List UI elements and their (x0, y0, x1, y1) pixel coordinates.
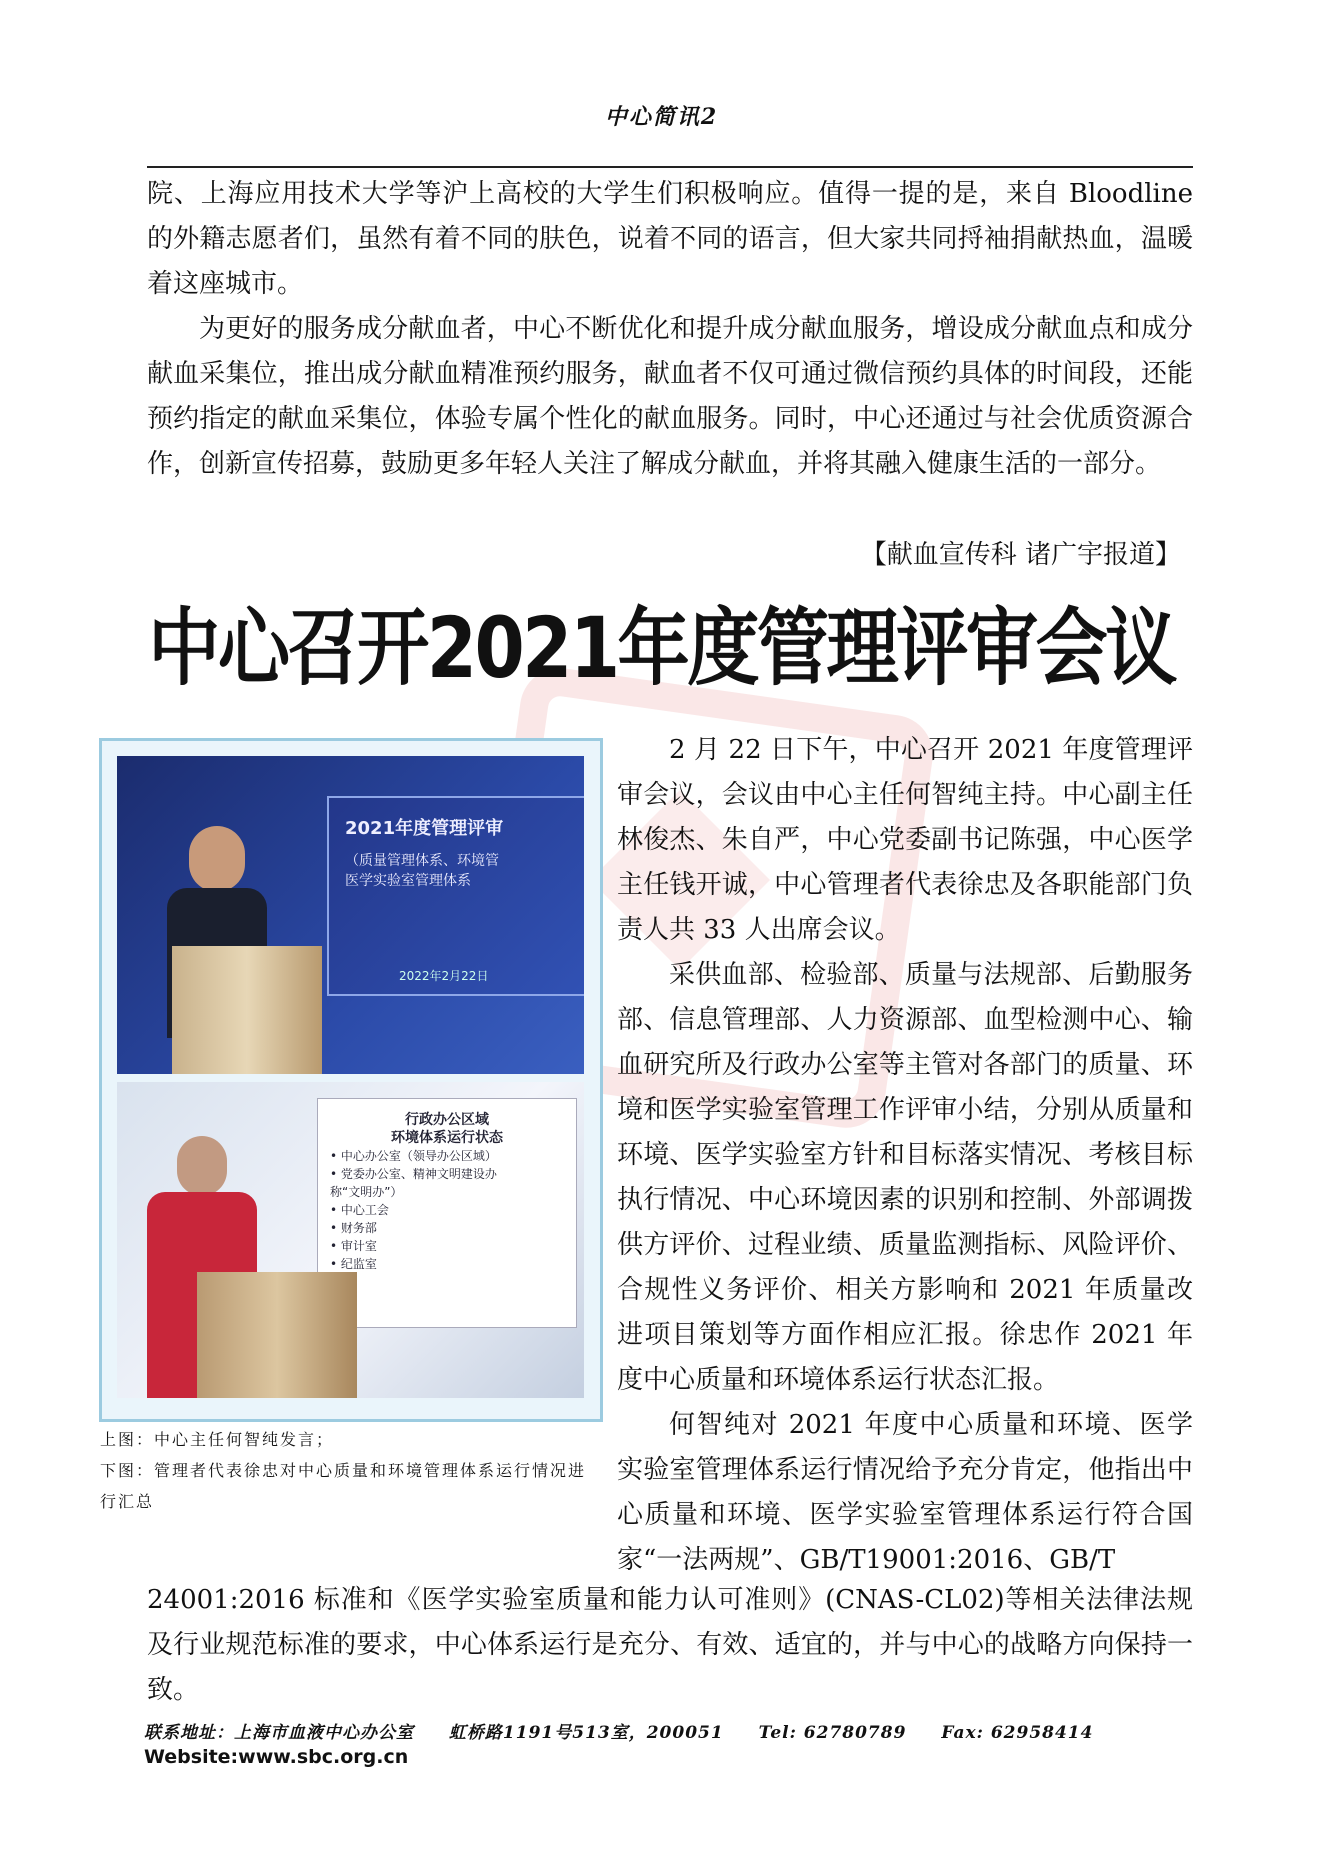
intro-paragraph-2: 为更好的服务成分献血者，中心不断优化和提升成分献血服务，增设成分献血点和成分献血采集位，推出成分献血精准预约服务，献血者不仅可通过微信预约具体的时间段，还能预约指定的献血采集位，体验专属个性化的献血服务。同时，中心还通过与社会优质资源合作，创新宣传招募，鼓励更多年轻人关注了解成分献血，并将其融入健康生活的一部分。 (147, 314, 1193, 479)
footer-street: 虹桥路1191号513室，200051 (448, 1723, 724, 1743)
byline: 【献血宣传科 诸广宇报道】 (860, 540, 1181, 570)
photo-bottom-speaker (117, 1082, 584, 1398)
caption-line-2: 下图：管理者代表徐忠对中心质量和环境管理体系运行情况进行汇总 (100, 1461, 587, 1511)
slide-item: • 纪监室 (330, 1257, 377, 1271)
slide-title: 2021年度管理评审 (345, 818, 504, 839)
slide-item: • 审计室 (330, 1239, 377, 1253)
slide-line: 医学实验室管理体系 (345, 873, 471, 889)
article-continuation (147, 1578, 1193, 1713)
speaker-head (177, 1136, 227, 1196)
article-paragraph-2: 采供血部、检验部、质量与法规部、后勤服务部、信息管理部、人力资源部、血型检测中心、输血研究所及行政办公室等主管对各部门的质量、环境和医学实验室管理工作评审小结，分别从质量和环境、医学实验室方针和目标落实情况、考核目标执行情况、中心环境因素的识别和控制、外部调拨供方评价、过程业绩、质量监测指标、风险评价、合规性义务评价、相关方影响和 2021 年质量改进项目策划等方面作相应汇报。徐忠作 2021 年度中心质量和环境体系运行状态汇报。 (617, 960, 1193, 1395)
footer-fax: Fax: 62958414 (941, 1723, 1094, 1743)
slide-item: • 中心办公室（领导办公区域） (330, 1149, 497, 1163)
slide-item: • 党委办公室、精神文明建设办 (330, 1167, 497, 1181)
article-body-column (617, 728, 1193, 1583)
footer-website[interactable]: Website:www.sbc.org.cn (144, 1746, 409, 1768)
slide-line: （质量管理体系、环境管 (345, 853, 499, 869)
intro-paragraph-1: 院、上海应用技术大学等沪上高校的大学生们积极响应。值得一提的是，来自 Bloodline 的外籍志愿者们，虽然有着不同的肤色，说着不同的语言，但大家共同捋袖捐献热血，温暖着这座城市。 (147, 179, 1193, 299)
article-headline: 中心召开2021年度管理评审会议 (148, 599, 1175, 697)
slide-item: 称“文明办”） (330, 1185, 403, 1199)
photo-caption (100, 1424, 590, 1517)
article-paragraph-1: 2 月 22 日下午，中心召开 2021 年度管理评审会议，会议由中心主任何智纯主持。中心副主任林俊杰、朱自严，中心党委副书记陈强，中心医学主任钱开诚，中心管理者代表徐忠及各职能部门负责人共 33 人出席会议。 (617, 735, 1193, 945)
intro-text (147, 172, 1193, 487)
slide-title: 环境体系运行状态 (391, 1130, 503, 1146)
slide-item: • 中心工会 (330, 1203, 389, 1217)
article-paragraph-3: 何智纯对 2021 年度中心质量和环境、医学实验室管理体系运行情况给予充分肯定，他指出中心质量和环境、医学实验室管理体系运行符合国家“一法两规”、GB/T19001:2016、GB/T (617, 1410, 1193, 1575)
article-paragraph-3-continued: 24001:2016 标准和《医学实验室质量和能力认可准则》(CNAS-CL02)等相关法律法规及行业规范标准的要求，中心体系运行是充分、有效、适宜的，并与中心的战略方向保持一致。 (147, 1585, 1193, 1705)
slide-item: • 财务部 (330, 1221, 377, 1235)
photo-top-speaker (117, 756, 584, 1074)
podium (197, 1272, 357, 1398)
footer-address: 联系地址：上海市血液中心办公室 (144, 1723, 414, 1743)
slide-title: 行政办公区域 (405, 1112, 489, 1128)
caption-line-1: 上图：中心主任何智纯发言； (100, 1430, 335, 1449)
footer-contact (144, 1718, 1204, 1743)
header-divider (147, 166, 1193, 168)
podium (172, 946, 322, 1074)
slide-date: 2022年2月22日 (399, 969, 489, 983)
footer-tel: Tel: 62780789 (758, 1723, 907, 1743)
projection-slide (327, 796, 584, 996)
newsletter-header: 中心简讯2 (604, 104, 719, 130)
speaker-head (189, 826, 245, 892)
